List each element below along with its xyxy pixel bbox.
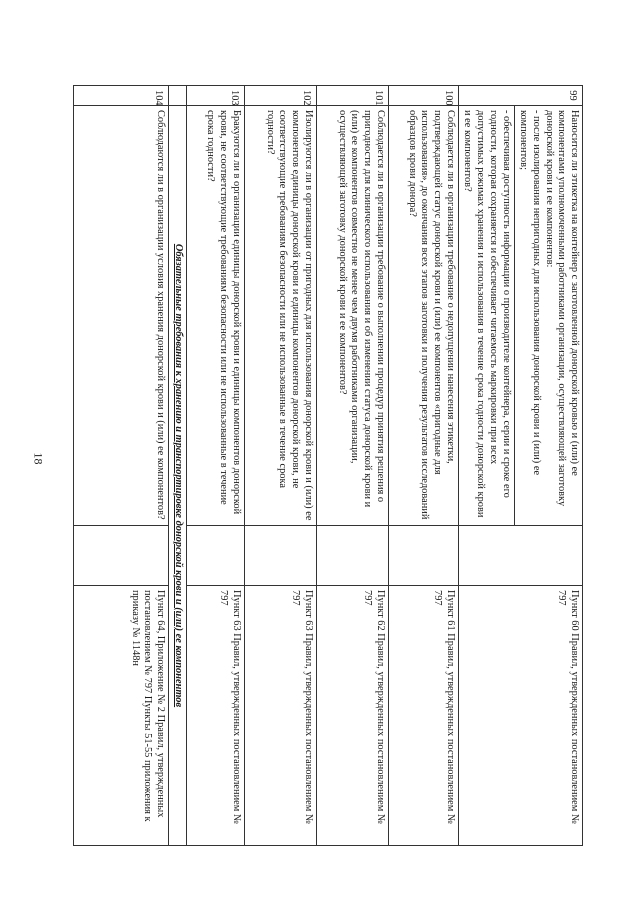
reference-cell: Пункт 60 Правил, утвержденных постановлением № 797 [458,586,582,846]
row-number: 104 [74,86,169,106]
question-cell [458,106,582,526]
page-number: 18 [31,452,46,465]
table-row [244,86,316,846]
question-cell: Изолируются ли в организации от пригодных для использования донорской крови и (или) ее компонентов единицы донорской крови и единицы компонентов донорской крови, не соответствующие требованиям безопасности или не использованные в течение срока годности? [244,106,316,526]
question-text: Наносится ли этикетка на контейнер с заготовленной донорской кровью и (или) ее компонентами уполномоченными работниками организации, осуществляющей заготовку донорской крови и ее компонентов: - после изолирования непригодных для использования донорской крови и (или) ее компонентов; [518,110,580,507]
question-extra-text: - обеспечивая доступность информации о производителе контейнера, серии и сроке его годности, которая сохраняется и обеспечивает читаемость маркировки при всех допустимых режимах хранения и использования в течение срока годности донорской крови и ее компонентов? [461,106,515,525]
empty-cell [316,526,388,586]
empty-cell [388,526,458,586]
row-number: 101 [316,86,388,106]
question-cell: Соблюдается ли в организации требование о недопущении нанесения этикетки, подтверждающей статус донорской крови и (или) ее компонентов «пригодные для использования», до окончания всех этапов заготовки и получения результатов исследований образцов крови донора? [388,106,458,526]
section-title: Обязательные требования к хранению и транспортировке донорской крови и (или) ее компонентов [169,106,187,846]
empty-cell [169,86,187,106]
row-number: 103 [186,86,244,106]
row-number: 100 [388,86,458,106]
reference-cell: Пункт 63 Правил, утвержденных постановлением № 797 [244,586,316,846]
reference-cell: Пункт 61 Правил, утвержденных постановлением № 797 [388,586,458,846]
section-row [169,86,187,846]
checklist-table [73,85,583,846]
table-row [388,86,458,846]
reference-cell: Пункт 63 Правил, утвержденных постановлением № 797 [186,586,244,846]
table-row [316,86,388,846]
row-number: 99 [458,86,582,106]
empty-cell [458,526,582,586]
table-row [186,86,244,846]
reference-cell: Пункт 64, Приложение № 2 Правил, утвержденных постановлением № 797 Пункты 51-55 приложения к приказу № 1148н [74,586,169,846]
checklist-table-container [73,85,583,845]
table-row [74,86,169,846]
row-number: 102 [244,86,316,106]
empty-cell [74,526,169,586]
question-cell: Бракуются ли в организации единицы донорской крови и единицы компонентов донорской крови, не соответствующие требованиям безопасности или не использованные в течение срока годности? [186,106,244,526]
reference-cell: Пункт 62 Правил, утвержденных постановлением № 797 [316,586,388,846]
question-cell: Соблюдается ли в организации требование о выполнении процедур принятия решения о пригодности для клинического использования и об изменении статуса донорской крови и (или) ее компонентов совместно не менее чем двумя работниками организации, осуществляющей заготовку донорской крови и ее компонентов? [316,106,388,526]
question-cell: Соблюдаются ли в организации условия хранения донорской крови и (или) ее компонентов? [74,106,169,526]
empty-cell [244,526,316,586]
table-row [458,86,582,846]
empty-cell [186,526,244,586]
